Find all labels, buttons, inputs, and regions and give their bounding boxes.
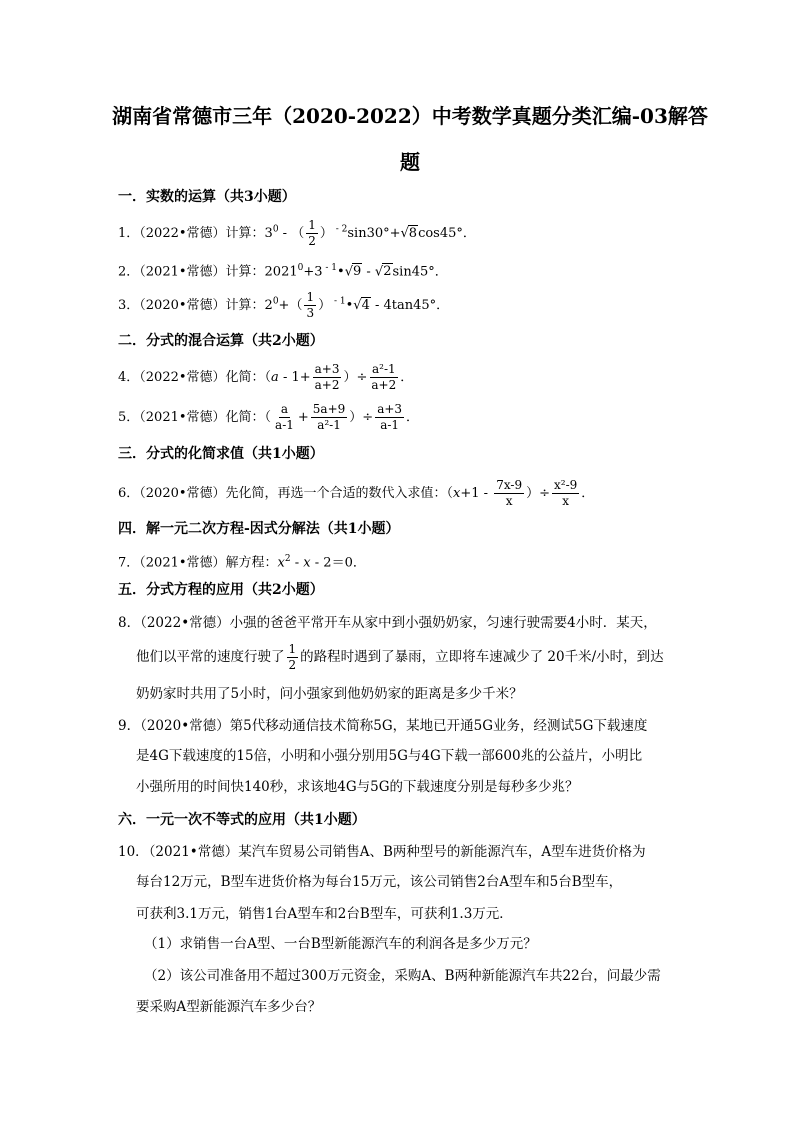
question-number: 10． [118, 844, 149, 860]
fraction-denominator: 3 [306, 306, 315, 320]
fraction [311, 402, 347, 433]
variable: x [303, 555, 311, 571]
question-9-line3: 小强所用的时间快140秒，求该地4G与5G的下载速度分别是每秒多少兆？ [136, 779, 579, 795]
question-10-line2: 每台12万元，B型车进货价格为每台15万元，该公司销售2台A型车和5台B型车， [136, 874, 623, 890]
fraction [287, 642, 299, 673]
question-text: +（ [278, 298, 303, 313]
fraction [273, 402, 296, 433]
variable: a [271, 370, 279, 385]
fraction-numerator: 5a+9 [312, 402, 346, 416]
radicand: 9 [352, 264, 362, 280]
question-1 [118, 218, 476, 249]
fraction-denominator: x [562, 494, 570, 508]
variable: x [277, 555, 285, 571]
exponent: - 1 [331, 296, 346, 307]
fraction [552, 478, 579, 509]
fraction-numerator: 1 [288, 642, 297, 656]
question-text: （2020•常德）第5代移动通信技术简称5G，某地已开通5G业务，经测试5G下载速度 [140, 718, 648, 734]
question-text: （2022•常德）计算：3 [139, 226, 273, 241]
fraction-numerator: 1 [308, 218, 316, 232]
fraction-denominator: a+2 [371, 378, 397, 392]
question-10-sub1: （1）求销售一台A型、一台B型新能源汽车的利润各是多少万元？ [144, 936, 537, 952]
exponent: 2 [284, 554, 291, 564]
question-5 [118, 402, 419, 433]
question-text: - 2＝0． [310, 555, 366, 571]
question-10-line1 [118, 842, 646, 862]
question-text: - 1+ [278, 370, 311, 385]
question-number: 5． [118, 410, 140, 425]
question-text: ）÷ [526, 486, 551, 501]
question-text: + [297, 410, 309, 425]
fraction-numerator: a [280, 402, 289, 416]
exponent: 0 [272, 296, 279, 307]
question-text: ）÷ [343, 370, 368, 385]
question-text: ）÷ [349, 410, 374, 425]
question-number: 7． [118, 555, 140, 571]
document-title-line1: 湖南省常德市三年（2020-2022）中考数学真题分类汇编-03解答 [112, 104, 708, 128]
question-8-line3: 奶奶家时共用了5小时，问小强家到他奶奶家的距离是多少千米？ [136, 686, 523, 702]
question-number: 4． [118, 370, 140, 385]
question-8-line2 [136, 642, 664, 673]
variable: x [453, 486, 461, 501]
question-text: - √ [362, 264, 384, 280]
fraction-numerator: 7x-9 [496, 478, 523, 492]
section-heading-5: 五．分式方程的应用（共2小题） [118, 582, 324, 598]
document-title-line2: 题 [400, 150, 420, 174]
question-text: cos45°． [418, 226, 476, 241]
question-text: +3 [303, 264, 323, 280]
exponent: 0 [297, 263, 304, 273]
section-heading-4: 四．解一元二次方程-因式分解法（共1小题） [118, 521, 400, 537]
question-9-line1 [118, 716, 647, 736]
question-text: 他们以平常的速度行驶了 [136, 649, 285, 665]
fraction-numerator: 1 [306, 290, 315, 304]
question-text: （2022•常德）化简：（ [139, 370, 272, 385]
fraction [369, 362, 398, 393]
fraction [313, 362, 342, 393]
fraction-denominator: a-1 [275, 418, 294, 432]
question-text: •√ [337, 264, 353, 280]
exponent: - 2 [332, 224, 348, 235]
fraction-denominator: a-1 [380, 418, 400, 432]
question-number: 6． [118, 486, 140, 501]
section-heading-2: 二．分式的混合运算（共2小题） [118, 333, 324, 349]
question-number: 3． [118, 298, 140, 313]
question-text: （2021•常德）计算：2021 [139, 264, 298, 280]
fraction-denominator: 2 [288, 658, 297, 672]
fraction-denominator: x [505, 494, 513, 508]
question-text: （2020•常德）计算：2 [139, 298, 273, 313]
section-heading-1: 一．实数的运算（共3小题） [118, 189, 296, 205]
radicand: 2 [383, 264, 392, 280]
fraction-numerator: a+3 [314, 362, 340, 376]
fraction [494, 478, 524, 509]
question-text: ． [400, 370, 414, 385]
section-heading-6: 六．一元一次不等式的应用（共1小题） [118, 812, 366, 828]
question-8-line1 [118, 613, 657, 633]
question-text: （2022•常德）小强的爸爸平常开车从家中到小强奶奶家，匀速行驶需要4小时．某天， [140, 615, 657, 631]
question-number: 2． [118, 264, 140, 280]
question-6 [118, 478, 594, 509]
fraction-numerator: a²-1 [371, 362, 396, 376]
question-10-sub2-line2: 要采购A型新能源汽车多少台？ [136, 999, 322, 1015]
fraction-numerator: a+3 [377, 402, 403, 416]
question-number: 1． [118, 226, 140, 241]
question-text: - 4tan45°． [370, 298, 450, 313]
fraction-denominator: a+2 [314, 378, 340, 392]
question-number: 9． [118, 718, 141, 734]
fraction [306, 218, 318, 249]
fraction-denominator: 2 [308, 234, 316, 248]
exponent: - 1 [322, 263, 338, 273]
question-text: sin30°+√ [347, 226, 409, 241]
question-text: - （ [278, 226, 305, 241]
question-text: （2020•常德）先化简，再选一个合适的数代入求值：（ [139, 486, 454, 501]
question-text: （2021•常德）某汽车贸易公司销售A、B两种型号的新能源汽车，A型车进货价格为 [148, 844, 646, 860]
radicand: 8 [408, 226, 418, 241]
fraction [304, 290, 316, 321]
exponent: 0 [272, 224, 279, 235]
question-number: 8． [118, 615, 141, 631]
fraction-numerator: x²-9 [554, 478, 578, 492]
question-2 [118, 258, 448, 282]
question-4 [118, 362, 413, 393]
question-text: ） [318, 298, 332, 313]
fraction-denominator: a²-1 [317, 418, 341, 432]
question-text: （2021•常德）化简：（ [139, 410, 272, 425]
question-text: sin45°． [392, 264, 448, 280]
question-7 [118, 549, 366, 573]
question-10-sub2-line1: （2）该公司准备用不超过300万元资金，采购A、B两种新能源汽车共22台，问最少需 [144, 968, 661, 984]
question-text: ． [406, 410, 420, 425]
question-text: •√ [345, 298, 362, 313]
radicand: 4 [361, 298, 370, 313]
section-heading-3: 三．分式的化简求值（共1小题） [118, 446, 324, 462]
question-text: +1 - [460, 486, 493, 501]
question-text: ） [319, 226, 333, 241]
question-text: - [290, 555, 304, 571]
question-text: 的路程时遇到了暴雨，立即将车速减少了 20千米/小时，到达 [300, 649, 664, 665]
question-text: ． [581, 486, 595, 501]
fraction [375, 402, 404, 433]
question-9-line2: 是4G下载速度的15倍，小明和小强分别用5G与4G下载一部600兆的公益片，小明比 [136, 748, 643, 764]
question-10-line3: 可获利3.1万元，销售1台A型车和2台B型车，可获利1.3万元． [136, 906, 513, 922]
question-text: （2021•常德）解方程： [139, 555, 278, 571]
question-3 [118, 290, 449, 321]
